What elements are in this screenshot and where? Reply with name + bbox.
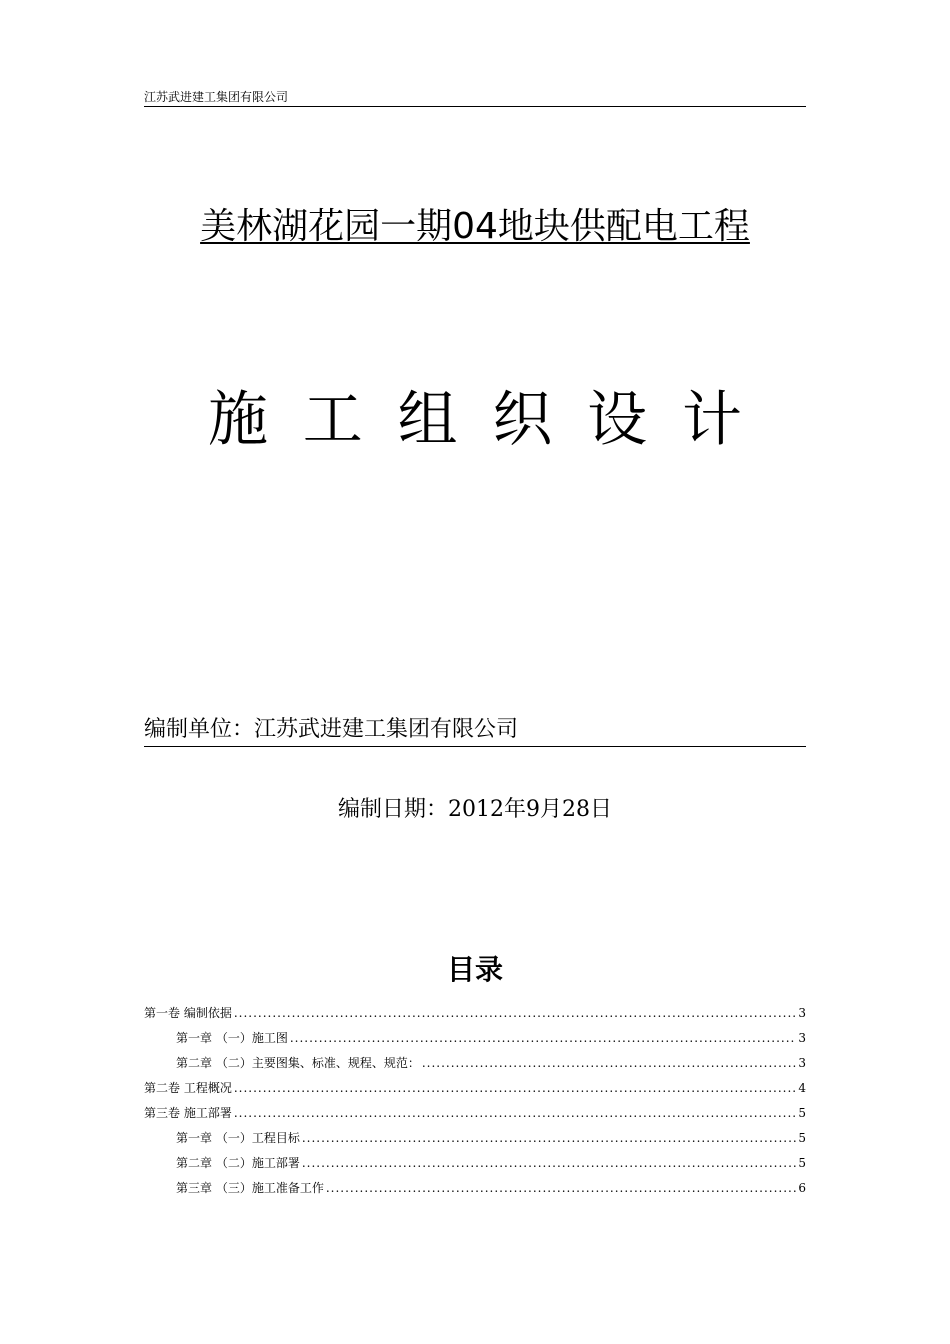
toc-entry-page: 5 — [798, 1130, 806, 1145]
toc-heading: 目录 — [446, 953, 503, 986]
toc-entry-label: 第二章 （二）施工部署 — [176, 1156, 300, 1170]
toc-entry-label: 第一卷 编制依据 — [144, 1006, 232, 1020]
toc-entry[interactable] — [144, 1075, 806, 1100]
toc-entry[interactable] — [144, 1175, 806, 1200]
toc-entry-label: 第二卷 工程概况 — [144, 1081, 232, 1095]
toc-leader — [234, 1081, 797, 1095]
toc-entry-label: 第三卷 施工部署 — [144, 1106, 232, 1120]
toc-leader — [422, 1056, 797, 1070]
toc-entry[interactable] — [144, 1000, 806, 1025]
toc-entry[interactable] — [144, 1025, 806, 1050]
toc-entry-label: 第一章 （一）工程目标 — [176, 1131, 300, 1145]
toc-entry[interactable] — [144, 1150, 806, 1175]
document-title: 施工组织设计 — [207, 385, 777, 455]
toc-leader — [302, 1131, 797, 1145]
toc-entry-page: 5 — [798, 1155, 806, 1170]
compiling-unit: 编制单位：江苏武进建工集团有限公司 — [144, 717, 519, 742]
project-title-text: 美林湖花园一期04地块供配电工程 — [200, 206, 750, 247]
toc-leader — [326, 1181, 797, 1195]
toc-entry-page: 3 — [798, 1030, 806, 1045]
toc-entry-page: 3 — [798, 1005, 806, 1020]
header-company: 江苏武进建工集团有限公司 — [144, 90, 289, 104]
toc-entry[interactable] — [144, 1050, 806, 1075]
toc-leader — [302, 1156, 797, 1170]
toc-entry[interactable] — [144, 1100, 806, 1125]
toc-entry-label: 第二章 （二）主要图集、标准、规程、规范： — [176, 1056, 420, 1070]
toc-entry-label: 第一章 （一）施工图 — [176, 1031, 288, 1045]
toc-leader — [290, 1031, 797, 1045]
toc-entry[interactable] — [144, 1125, 806, 1150]
toc-entry-page: 3 — [798, 1055, 806, 1070]
toc-entry-label: 第三章 （三）施工准备工作 — [176, 1181, 324, 1195]
toc-entry-page: 6 — [798, 1180, 806, 1195]
toc-leader — [234, 1106, 797, 1120]
page-header — [144, 86, 806, 107]
compiling-date: 编制日期：2012年9月28日 — [338, 797, 612, 822]
toc-entry-page: 4 — [798, 1080, 806, 1095]
table-of-contents — [144, 1000, 806, 1200]
toc-leader — [234, 1006, 797, 1020]
project-title — [100, 205, 850, 249]
compiling-unit-line — [144, 714, 806, 747]
toc-entry-page: 5 — [798, 1105, 806, 1120]
